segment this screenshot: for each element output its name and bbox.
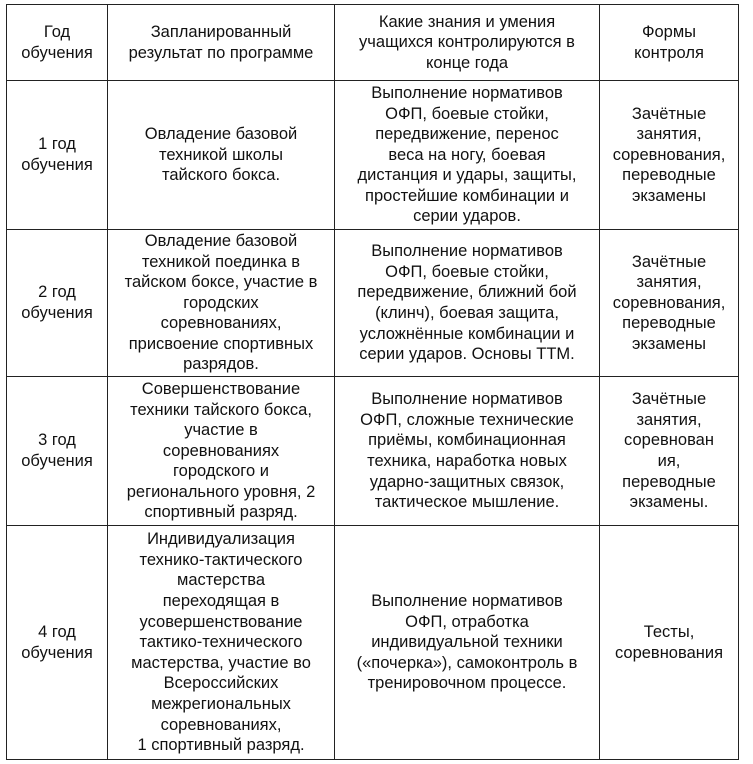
cell-year: 1 год обучения <box>7 81 108 230</box>
header-control-forms: Формы контроля <box>600 5 739 81</box>
table-row <box>7 230 739 377</box>
program-results-table <box>6 4 739 760</box>
cell-control: Зачётные занятия, соревнования, переводные экзамены <box>600 81 739 230</box>
cell-result: Овладение базовой техникой поединка в тайском боксе, участие в городских соревнованиях, присвоение спортивных разрядов. <box>108 230 335 377</box>
cell-result: Овладение базовой техникой школы тайского бокса. <box>108 81 335 230</box>
cell-control: Зачётные занятия, соревнован ия, переводные экзамены. <box>600 377 739 526</box>
cell-skills: Выполнение нормативов ОФП, боевые стойки, передвижение, перенос веса на ногу, боевая дистанция и удары, защиты, простейшие комбинации и серии ударов. <box>335 81 600 230</box>
cell-control: Зачётные занятия, соревнования, переводные экзамены <box>600 230 739 377</box>
cell-skills: Выполнение нормативов ОФП, сложные технические приёмы, комбинационная техника, наработка новых ударно-защитных связок, тактическое мышление. <box>335 377 600 526</box>
cell-result: Совершенствование техники тайского бокса, участие в соревнованиях городского и регионального уровня, 2 спортивный разряд. <box>108 377 335 526</box>
cell-year: 4 год обучения <box>7 526 108 760</box>
cell-year: 3 год обучения <box>7 377 108 526</box>
cell-control: Тесты, соревнования <box>600 526 739 760</box>
table-header-row <box>7 5 739 81</box>
table-row <box>7 81 739 230</box>
table-row <box>7 377 739 526</box>
header-controlled-skills: Какие знания и умения учащихся контролируются в конце года <box>335 5 600 81</box>
cell-result: Индивидуализация технико-тактического мастерства переходящая в усовершенствование тактико-технического мастерства, участие во Всероссийских межрегиональных соревнованиях, 1 спортивный разряд. <box>108 526 335 760</box>
cell-skills: Выполнение нормативов ОФП, отработка индивидуальной техники («почерка»), самоконтроль в тренировочном процессе. <box>335 526 600 760</box>
table-row <box>7 526 739 760</box>
cell-year: 2 год обучения <box>7 230 108 377</box>
cell-skills: Выполнение нормативов ОФП, боевые стойки, передвижение, ближний бой (клинч), боевая защита, усложнённые комбинации и серии ударов. Основы ТТМ. <box>335 230 600 377</box>
header-year: Год обучения <box>7 5 108 81</box>
header-planned-result: Запланированный результат по программе <box>108 5 335 81</box>
